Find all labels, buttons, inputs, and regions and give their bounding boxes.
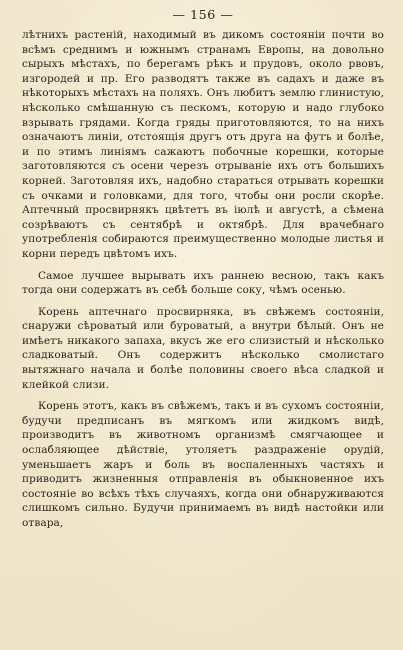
- paragraph-medicinal-action: Корень этотъ, какъ въ свѣжемъ, такъ и въ сухомъ состояніи, будучи предписанъ въ мягкомъ или жидкомъ видѣ, производитъ въ животномъ организмѣ смягчающее и ослабляющее дѣйствіе, утоляетъ раздраженіе орудій, уменьшаетъ жаръ и боль въ воспаленныхъ частяхъ и приводитъ жизненныя отправленія въ обыкновенное ихъ состояніе во всѣхъ тѣхъ случаяхъ, когда они обнаруживаются слишкомъ сильно. Будучи принимаемъ въ видѣ настойки или отвара,: [22, 400, 384, 529]
- page-number: — 156 —: [172, 7, 234, 22]
- paragraph-cultivation: лѣтнихъ растеній, находимый въ дикомъ состояніи почти во всѣмъ среднимъ и южнымъ странамъ Европы, на довольно сырыхъ мѣстахъ, по берегамъ рѣкъ и прудовъ, около рвовъ, изгородей и пр. Его разводятъ также въ садахъ и даже въ нѣкоторыхъ мѣстахъ на поляхъ. Онъ любитъ землю глинистую, нѣсколько смѣшанную съ пескомъ, которую и надо глубоко взрывать грядами. Когда гряды приготовляются, то на нихъ означаютъ линіи, отстоящія другъ отъ друга на футъ и болѣе, и по этимъ линіямъ сажаютъ побочные корешки, которые заготовляются съ осени черезъ отрываніе ихъ отъ большихъ корней. Заготовляя ихъ, надобно стараться отрывать корешки съ очками и головками, для того, чтобы они росли скорѣе. Аптечный просвирнякъ цвѣтетъ въ іюлѣ и августѣ, а сѣмена созрѣваютъ съ сентябрѣ и октябрѣ. Для врачебнаго употребленія собираются преимущественно молодые листья и корни передъ цвѣтомъ ихъ.: [22, 29, 384, 260]
- paragraph-harvest-time: Самое лучшее вырывать ихъ раннею весною, такъ какъ тогда они содержатъ въ себѣ больше соку, чѣмъ осенью.: [22, 269, 384, 297]
- paragraph-root-description: Корень аптечнаго просвирняка, въ свѣжемъ состояніи, снаружи сѣроватый или буроватый, а внутри бѣлый. Онъ не имѣетъ никакого запаха, вкусъ же его слизистый и нѣсколько сладковатый. Онъ содержитъ нѣсколько смолистаго вытяжнаго начала и болѣе половины своего вѣса сладкой и клейкой слизи.: [22, 305, 384, 391]
